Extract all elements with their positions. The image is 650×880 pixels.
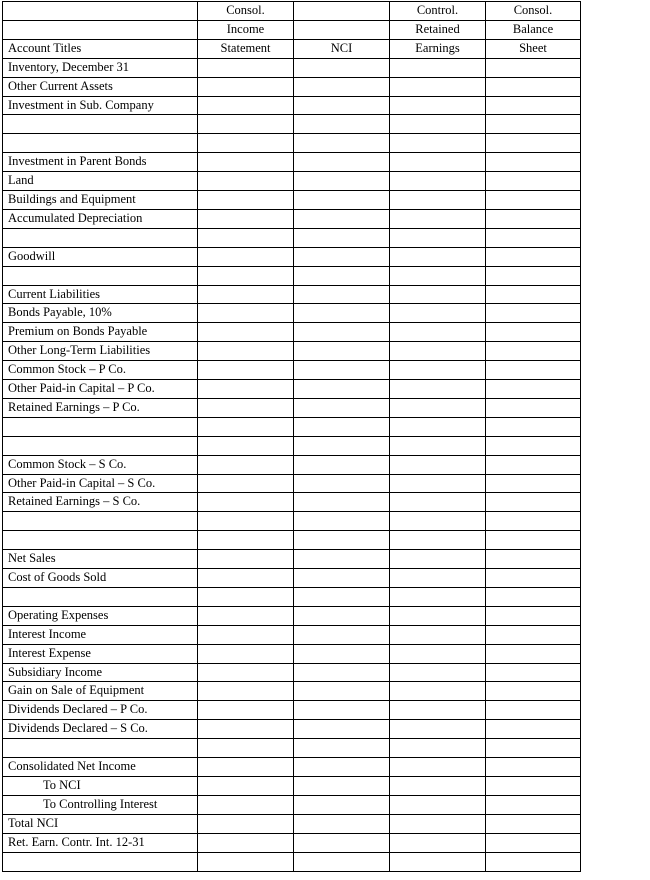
table-row: [3, 191, 581, 210]
consol-bs-cell[interactable]: [486, 209, 581, 228]
table-row: [3, 342, 581, 361]
consol-bs-cell[interactable]: [486, 58, 581, 77]
control-re-cell[interactable]: [390, 304, 486, 323]
nci-cell[interactable]: [294, 304, 390, 323]
consol-bs-cell[interactable]: [486, 134, 581, 153]
consol-income-cell[interactable]: [198, 550, 294, 569]
control-re-cell[interactable]: [390, 682, 486, 701]
account-title-cell: Consolidated Net Income: [3, 758, 198, 777]
account-title-cell: Subsidiary Income: [3, 663, 198, 682]
table-row: [3, 247, 581, 266]
consol-bs-cell[interactable]: [486, 606, 581, 625]
header-blank-cell: [3, 2, 198, 21]
nci-cell[interactable]: [294, 172, 390, 191]
account-title-cell: Goodwill: [3, 247, 198, 266]
control-re-cell[interactable]: [390, 852, 486, 871]
nci-cell[interactable]: [294, 398, 390, 417]
consol-income-cell[interactable]: [198, 455, 294, 474]
table-row: [3, 569, 581, 588]
control-re-cell[interactable]: [390, 777, 486, 796]
control-re-cell[interactable]: [390, 247, 486, 266]
nci-cell[interactable]: [294, 587, 390, 606]
control-re-cell[interactable]: [390, 115, 486, 134]
consol-bs-cell[interactable]: [486, 247, 581, 266]
consol-bs-cell[interactable]: [486, 342, 581, 361]
control-re-cell[interactable]: [390, 58, 486, 77]
consol-income-cell[interactable]: [198, 285, 294, 304]
account-title-cell: Common Stock – S Co.: [3, 455, 198, 474]
consol-income-cell[interactable]: [198, 417, 294, 436]
control-re-cell[interactable]: [390, 417, 486, 436]
table-row: [3, 398, 581, 417]
consol-income-cell[interactable]: [198, 814, 294, 833]
account-title-cell: [3, 417, 198, 436]
account-title-cell: Current Liabilities: [3, 285, 198, 304]
nci-cell[interactable]: [294, 58, 390, 77]
account-title-cell: [3, 228, 198, 247]
table-row: [3, 77, 581, 96]
consol-bs-cell[interactable]: [486, 512, 581, 531]
control-re-cell[interactable]: [390, 531, 486, 550]
consol-income-cell[interactable]: [198, 512, 294, 531]
consol-bs-cell[interactable]: [486, 682, 581, 701]
nci-cell[interactable]: [294, 209, 390, 228]
account-titles-header: Account Titles: [3, 39, 198, 58]
control-re-cell[interactable]: [390, 285, 486, 304]
consol-bs-cell[interactable]: [486, 228, 581, 247]
consol-income-cell[interactable]: [198, 493, 294, 512]
control-re-cell[interactable]: [390, 398, 486, 417]
control-re-cell[interactable]: [390, 380, 486, 399]
header-consol-bs-line1: Consol.: [486, 2, 581, 21]
nci-cell[interactable]: [294, 739, 390, 758]
account-title-cell: Premium on Bonds Payable: [3, 323, 198, 342]
consol-income-cell[interactable]: [198, 380, 294, 399]
table-row: [3, 701, 581, 720]
consol-income-cell[interactable]: [198, 777, 294, 796]
account-title-cell: Retained Earnings – P Co.: [3, 398, 198, 417]
account-title-cell: Cost of Goods Sold: [3, 569, 198, 588]
table-row: [3, 758, 581, 777]
account-title-cell: [3, 531, 198, 550]
table-row: [3, 153, 581, 172]
nci-cell[interactable]: [294, 436, 390, 455]
control-re-cell[interactable]: [390, 512, 486, 531]
account-title-cell: Other Paid-in Capital – P Co.: [3, 380, 198, 399]
consol-income-cell[interactable]: [198, 96, 294, 115]
account-title-cell: [3, 739, 198, 758]
consol-income-cell[interactable]: [198, 701, 294, 720]
consol-income-cell[interactable]: [198, 342, 294, 361]
nci-cell[interactable]: [294, 720, 390, 739]
control-re-cell[interactable]: [390, 228, 486, 247]
consol-income-cell[interactable]: [198, 625, 294, 644]
account-title-cell: [3, 436, 198, 455]
table-row: [3, 493, 581, 512]
nci-cell[interactable]: [294, 77, 390, 96]
control-re-cell[interactable]: [390, 720, 486, 739]
consol-income-cell[interactable]: [198, 644, 294, 663]
consol-bs-cell[interactable]: [486, 739, 581, 758]
consol-income-cell[interactable]: [198, 474, 294, 493]
consol-bs-cell[interactable]: [486, 436, 581, 455]
control-re-cell[interactable]: [390, 814, 486, 833]
nci-cell[interactable]: [294, 228, 390, 247]
account-title-cell: Interest Expense: [3, 644, 198, 663]
account-title-cell: Buildings and Equipment: [3, 191, 198, 210]
consol-bs-cell[interactable]: [486, 550, 581, 569]
consol-income-cell[interactable]: [198, 587, 294, 606]
control-re-cell[interactable]: [390, 606, 486, 625]
consol-bs-cell[interactable]: [486, 493, 581, 512]
nci-cell[interactable]: [294, 285, 390, 304]
table-row: [3, 361, 581, 380]
table-row: [3, 644, 581, 663]
worksheet-body: [3, 58, 581, 871]
table-row: [3, 474, 581, 493]
account-title-cell: Retained Earnings – S Co.: [3, 493, 198, 512]
nci-cell[interactable]: [294, 455, 390, 474]
nci-cell[interactable]: [294, 569, 390, 588]
consol-income-cell[interactable]: [198, 77, 294, 96]
control-re-cell[interactable]: [390, 323, 486, 342]
table-row: [3, 304, 581, 323]
control-re-cell[interactable]: [390, 134, 486, 153]
consol-income-cell[interactable]: [198, 209, 294, 228]
table-row: [3, 285, 581, 304]
account-title-cell: [3, 115, 198, 134]
table-row: [3, 625, 581, 644]
nci-cell[interactable]: [294, 493, 390, 512]
header-nci-line3: NCI: [294, 39, 390, 58]
table-row: [3, 115, 581, 134]
consol-bs-cell[interactable]: [486, 701, 581, 720]
header-blank-cell: [3, 20, 198, 39]
nci-cell[interactable]: [294, 474, 390, 493]
account-title-cell: Other Paid-in Capital – S Co.: [3, 474, 198, 493]
consol-income-cell[interactable]: [198, 569, 294, 588]
nci-cell[interactable]: [294, 644, 390, 663]
header-row-1: [3, 2, 581, 21]
consol-income-cell[interactable]: [198, 172, 294, 191]
control-re-cell[interactable]: [390, 833, 486, 852]
consol-bs-cell[interactable]: [486, 569, 581, 588]
control-re-cell[interactable]: [390, 644, 486, 663]
table-row: [3, 512, 581, 531]
consol-bs-cell[interactable]: [486, 663, 581, 682]
nci-cell[interactable]: [294, 153, 390, 172]
account-title-cell: Gain on Sale of Equipment: [3, 682, 198, 701]
account-title-cell: [3, 852, 198, 871]
control-re-cell[interactable]: [390, 493, 486, 512]
consol-income-cell[interactable]: [198, 361, 294, 380]
consol-income-cell[interactable]: [198, 852, 294, 871]
consol-income-cell[interactable]: [198, 606, 294, 625]
nci-cell[interactable]: [294, 682, 390, 701]
consol-income-cell[interactable]: [198, 398, 294, 417]
consolidation-worksheet: [2, 1, 581, 872]
table-row: [3, 531, 581, 550]
nci-cell[interactable]: [294, 852, 390, 871]
nci-cell[interactable]: [294, 266, 390, 285]
account-title-cell: Other Current Assets: [3, 77, 198, 96]
table-row: [3, 436, 581, 455]
header-consol-bs-line3: Sheet: [486, 39, 581, 58]
control-re-cell[interactable]: [390, 455, 486, 474]
consol-bs-cell[interactable]: [486, 361, 581, 380]
nci-cell[interactable]: [294, 606, 390, 625]
nci-cell[interactable]: [294, 247, 390, 266]
consol-income-cell[interactable]: [198, 663, 294, 682]
header-consol-bs-line2: Balance: [486, 20, 581, 39]
control-re-cell[interactable]: [390, 474, 486, 493]
nci-cell[interactable]: [294, 531, 390, 550]
header-control-re-line1: Control.: [390, 2, 486, 21]
account-title-cell: Inventory, December 31: [3, 58, 198, 77]
header-row-3: [3, 39, 581, 58]
nci-cell[interactable]: [294, 134, 390, 153]
account-title-cell: To NCI: [3, 777, 198, 796]
consol-income-cell[interactable]: [198, 153, 294, 172]
control-re-cell[interactable]: [390, 342, 486, 361]
control-re-cell[interactable]: [390, 209, 486, 228]
account-title-cell: [3, 587, 198, 606]
control-re-cell[interactable]: [390, 191, 486, 210]
consol-income-cell[interactable]: [198, 228, 294, 247]
consol-bs-cell[interactable]: [486, 531, 581, 550]
account-title-cell: Other Long-Term Liabilities: [3, 342, 198, 361]
account-title-cell: Common Stock – P Co.: [3, 361, 198, 380]
control-re-cell[interactable]: [390, 569, 486, 588]
control-re-cell[interactable]: [390, 587, 486, 606]
consol-bs-cell[interactable]: [486, 380, 581, 399]
consol-income-cell[interactable]: [198, 436, 294, 455]
table-row: [3, 380, 581, 399]
consol-bs-cell[interactable]: [486, 172, 581, 191]
consol-income-cell[interactable]: [198, 304, 294, 323]
control-re-cell[interactable]: [390, 701, 486, 720]
consol-bs-cell[interactable]: [486, 77, 581, 96]
consol-income-cell[interactable]: [198, 795, 294, 814]
header-consol-income-line2: Income: [198, 20, 294, 39]
consol-bs-cell[interactable]: [486, 852, 581, 871]
nci-cell[interactable]: [294, 342, 390, 361]
nci-cell[interactable]: [294, 512, 390, 531]
nci-cell[interactable]: [294, 663, 390, 682]
account-title-cell: Operating Expenses: [3, 606, 198, 625]
header-consol-income-line3: Statement: [198, 39, 294, 58]
consol-bs-cell[interactable]: [486, 720, 581, 739]
account-title-cell: Net Sales: [3, 550, 198, 569]
control-re-cell[interactable]: [390, 625, 486, 644]
table-row: [3, 58, 581, 77]
table-row: [3, 550, 581, 569]
table-row: [3, 606, 581, 625]
table-row: [3, 587, 581, 606]
nci-cell[interactable]: [294, 814, 390, 833]
consol-income-cell[interactable]: [198, 720, 294, 739]
table-row: [3, 172, 581, 191]
nci-cell[interactable]: [294, 96, 390, 115]
nci-cell[interactable]: [294, 191, 390, 210]
account-title-cell: To Controlling Interest: [3, 795, 198, 814]
consol-income-cell[interactable]: [198, 115, 294, 134]
consol-bs-cell[interactable]: [486, 304, 581, 323]
table-row: [3, 134, 581, 153]
control-re-cell[interactable]: [390, 172, 486, 191]
consol-bs-cell[interactable]: [486, 625, 581, 644]
header-control-re-line2: Retained: [390, 20, 486, 39]
consol-bs-cell[interactable]: [486, 398, 581, 417]
nci-cell[interactable]: [294, 550, 390, 569]
consol-bs-cell[interactable]: [486, 417, 581, 436]
consol-bs-cell[interactable]: [486, 587, 581, 606]
table-row: [3, 663, 581, 682]
nci-cell[interactable]: [294, 380, 390, 399]
control-re-cell[interactable]: [390, 663, 486, 682]
consol-income-cell[interactable]: [198, 191, 294, 210]
table-row: [3, 455, 581, 474]
header-consol-income-line1: Consol.: [198, 2, 294, 21]
consol-bs-cell[interactable]: [486, 795, 581, 814]
consol-bs-cell[interactable]: [486, 474, 581, 493]
consol-bs-cell[interactable]: [486, 285, 581, 304]
control-re-cell[interactable]: [390, 550, 486, 569]
table-row: [3, 323, 581, 342]
table-row: [3, 777, 581, 796]
consol-income-cell[interactable]: [198, 739, 294, 758]
account-title-cell: Ret. Earn. Contr. Int. 12-31: [3, 833, 198, 852]
account-title-cell: Interest Income: [3, 625, 198, 644]
control-re-cell[interactable]: [390, 361, 486, 380]
consol-bs-cell[interactable]: [486, 191, 581, 210]
account-title-cell: Total NCI: [3, 814, 198, 833]
header-row-2: [3, 20, 581, 39]
header-control-re-line3: Earnings: [390, 39, 486, 58]
consol-bs-cell[interactable]: [486, 777, 581, 796]
table-row: [3, 96, 581, 115]
consol-income-cell[interactable]: [198, 323, 294, 342]
nci-cell[interactable]: [294, 758, 390, 777]
consol-income-cell[interactable]: [198, 758, 294, 777]
nci-cell[interactable]: [294, 701, 390, 720]
control-re-cell[interactable]: [390, 739, 486, 758]
account-title-cell: Land: [3, 172, 198, 191]
consol-bs-cell[interactable]: [486, 323, 581, 342]
consol-income-cell[interactable]: [198, 134, 294, 153]
nci-cell[interactable]: [294, 417, 390, 436]
table-row: [3, 417, 581, 436]
consol-income-cell[interactable]: [198, 833, 294, 852]
table-row: [3, 795, 581, 814]
nci-cell[interactable]: [294, 625, 390, 644]
account-title-cell: Dividends Declared – P Co.: [3, 701, 198, 720]
table-row: [3, 228, 581, 247]
account-title-cell: Accumulated Depreciation: [3, 209, 198, 228]
worksheet-header: [3, 2, 581, 59]
control-re-cell[interactable]: [390, 153, 486, 172]
nci-cell[interactable]: [294, 795, 390, 814]
table-row: [3, 852, 581, 871]
control-re-cell[interactable]: [390, 758, 486, 777]
control-re-cell[interactable]: [390, 436, 486, 455]
consol-income-cell[interactable]: [198, 247, 294, 266]
table-row: [3, 209, 581, 228]
consol-bs-cell[interactable]: [486, 266, 581, 285]
consol-income-cell[interactable]: [198, 682, 294, 701]
table-row: [3, 739, 581, 758]
control-re-cell[interactable]: [390, 266, 486, 285]
consol-bs-cell[interactable]: [486, 814, 581, 833]
account-title-cell: Investment in Parent Bonds: [3, 153, 198, 172]
consol-bs-cell[interactable]: [486, 115, 581, 134]
consol-bs-cell[interactable]: [486, 96, 581, 115]
account-title-cell: Dividends Declared – S Co.: [3, 720, 198, 739]
table-row: [3, 266, 581, 285]
table-row: [3, 682, 581, 701]
consol-bs-cell[interactable]: [486, 833, 581, 852]
consol-bs-cell[interactable]: [486, 455, 581, 474]
consol-bs-cell[interactable]: [486, 758, 581, 777]
account-title-cell: [3, 266, 198, 285]
control-re-cell[interactable]: [390, 795, 486, 814]
consol-bs-cell[interactable]: [486, 153, 581, 172]
consol-income-cell[interactable]: [198, 58, 294, 77]
account-title-cell: [3, 512, 198, 531]
consol-income-cell[interactable]: [198, 531, 294, 550]
table-row: [3, 814, 581, 833]
nci-cell[interactable]: [294, 833, 390, 852]
control-re-cell[interactable]: [390, 77, 486, 96]
nci-cell[interactable]: [294, 361, 390, 380]
account-title-cell: [3, 134, 198, 153]
header-nci-line2: [294, 20, 390, 39]
consol-bs-cell[interactable]: [486, 644, 581, 663]
consol-income-cell[interactable]: [198, 266, 294, 285]
control-re-cell[interactable]: [390, 96, 486, 115]
account-title-cell: Investment in Sub. Company: [3, 96, 198, 115]
table-row: [3, 833, 581, 852]
account-title-cell: Bonds Payable, 10%: [3, 304, 198, 323]
nci-cell[interactable]: [294, 323, 390, 342]
header-nci-line1: [294, 2, 390, 21]
nci-cell[interactable]: [294, 777, 390, 796]
table-row: [3, 720, 581, 739]
nci-cell[interactable]: [294, 115, 390, 134]
